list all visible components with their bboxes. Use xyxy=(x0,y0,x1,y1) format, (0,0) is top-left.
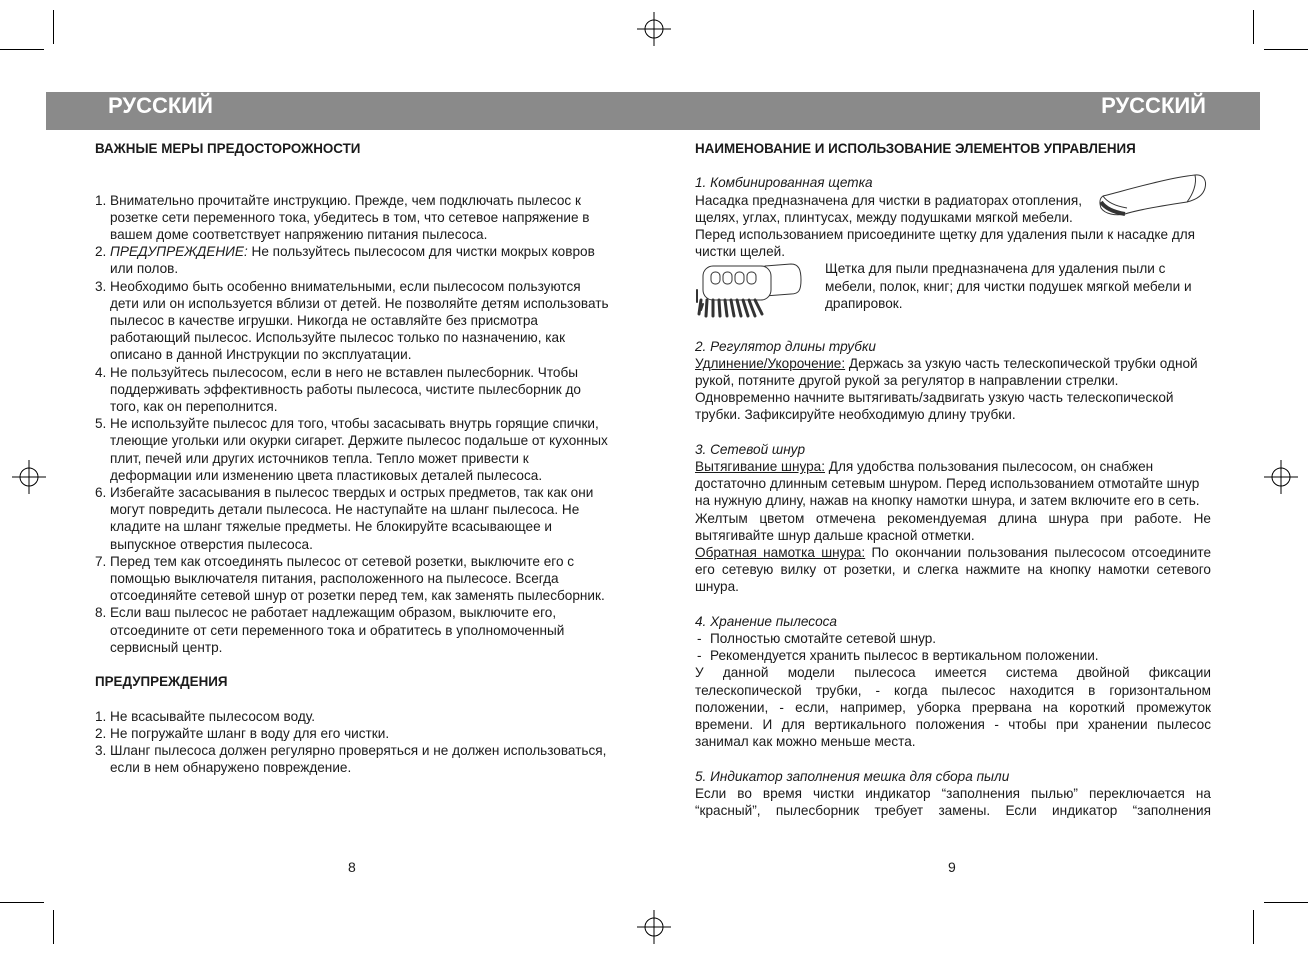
registration-mark-icon xyxy=(1264,460,1298,494)
paragraph: Если во время чистки индикатор “заполнения пылью” переключается на “красный”, пылесборник требует замены. Если индикатор “заполнения xyxy=(695,785,1211,819)
header-title-left: РУССКИЙ xyxy=(108,93,213,118)
paragraph: У данной модели пылесоса имеется система двойной фиксации телескопической трубки, - когда пылесос находится в горизонтальном положении, - если, например, уборка прервана на короткий промежуток времени. И для вертикального положения - чтобы при хранении пылесос занимал как можно меньше места. xyxy=(695,665,1211,750)
list-item: 4. Не пользуйтесь пылесосом, если в него не вставлен пылесборник. Чтобы поддерживать эффективность работы пылесоса, чистите пылесборник до того, как он переполнится. xyxy=(95,364,581,415)
list-item: 1. Не всасывайте пылесосом воду. xyxy=(95,708,316,724)
subsection-title: 2. Регулятор длины трубки xyxy=(695,338,876,354)
crevice-nozzle-section xyxy=(695,174,1211,260)
header-bar xyxy=(46,92,1260,130)
crop-mark xyxy=(53,10,54,44)
header-title-right: РУССКИЙ xyxy=(1101,93,1206,118)
registration-mark-icon xyxy=(637,910,671,944)
crop-mark xyxy=(1264,902,1308,903)
crop-mark xyxy=(0,902,44,903)
registration-mark-icon xyxy=(637,12,671,46)
crop-mark xyxy=(53,910,54,944)
list-item: 6. Избегайте засасывания в пылесос твердых и острых предметов, так как они могут повредить детали пылесоса. Не наступайте на шланг пылесоса. Не кладите на шланг тяжелые предметы. Не блокируйте всасывающее и выпускное отверстия пылесоса. xyxy=(95,485,594,552)
list-item: 5. Не используйте пылесос для того, чтобы засасывать внутрь горящие спички, тлеющие угольки или окурки сигарет. Держите пылесос подальше от кухонных плит, печей или других источников тепла. Тепло может привести к деформации или изменению цвета пластиковых деталей пылесоса. xyxy=(95,416,608,483)
subsection-title: 5. Индикатор заполнения мешка для сбора пыли xyxy=(695,768,1010,784)
paragraph: Щетка для пыли предназначена для удаления пыли с мебели, полок, книг; для чистки подушек мягкой мебели и драпировок. xyxy=(825,261,1192,311)
list-item: - Рекомендуется хранить пылесос в вертикальном положении. xyxy=(697,648,1099,664)
registration-mark-icon xyxy=(12,460,46,494)
subsection-title: 3. Сетевой шнур xyxy=(695,441,806,457)
crevice-nozzle-icon xyxy=(1097,172,1209,218)
paragraph: Перед использованием присоедините щетку для удаления пыли к насадке для чистки щелей. xyxy=(695,227,1196,260)
crop-mark xyxy=(1253,10,1254,44)
list-item: 8. Если ваш пылесос не работает надлежащим образом, выключите его, отсоедините от сети переменного тока и обратитесь в уполномоченный сервисный центр. xyxy=(95,605,565,655)
paragraph: Вытягивание шнура: Для удобства пользования пылесосом, он снабжен достаточно длинным сетевым шнуром. Перед использованием отмотайте шнур на нужную длину, нажав на кнопку намотки шнура, и затем включите его в сеть. xyxy=(695,459,1200,509)
list-item: 2. ПРЕДУПРЕЖДЕНИЕ: Не пользуйтесь пылесосом для чистки мокрых ковров или полов. xyxy=(95,244,595,277)
dust-brush-section xyxy=(695,260,1211,320)
section-heading: НАИМЕНОВАНИЕ И ИСПОЛЬЗОВАНИЕ ЭЛЕМЕНТОВ УПРАВЛЕНИЯ xyxy=(695,141,1136,156)
paragraph: Желтым цветом отмечена рекомендуемая длина шнура при работе. Не вытягивайте шнур дальше красной отметки. xyxy=(695,510,1211,543)
subsection-title: 4. Хранение пылесоса xyxy=(695,613,837,629)
section-heading: ПРЕДУПРЕЖДЕНИЯ xyxy=(95,674,228,690)
paragraph: Обратная намотка шнура: По окончании пользования пылесосом отсоедините его сетевую вилку от розетки, и слегка нажмите на кнопку намотки сетевого шнура. xyxy=(695,545,1211,595)
crop-mark xyxy=(0,49,44,50)
list-item: 3. Необходимо быть особенно внимательными, если пылесосом пользуются дети или он используется вблизи от детей. Не позволяйте детям использовать пылесос в качестве игрушки. Никогда не оставляйте без присмотра работающий пылесос. Используйте пылесос только по назначению, как описано в данной Инструкции по эксплуатации. xyxy=(95,278,609,363)
list-item: 2. Не погружайте шланг в воду для его чистки. xyxy=(95,725,390,741)
list-item: - Полностью смотайте сетевой шнур. xyxy=(697,631,937,647)
page-number: 9 xyxy=(948,859,956,875)
right-column xyxy=(695,140,1211,819)
left-column xyxy=(95,140,613,776)
subsection-title: 1. Комбинированная щетка xyxy=(695,175,873,191)
crop-mark xyxy=(1253,910,1254,944)
list-item: 1. Внимательно прочитайте инструкцию. Прежде, чем подключать пылесос к розетке сети переменного тока, убедитесь в том, что сетевое напряжение в вашем доме соответствует напряжению питания пылесоса. xyxy=(95,192,590,242)
list-item: 7. Перед тем как отсоединять пылесос от сетевой розетки, выключите его с помощью выключателя питания, расположенного на пылесосе. Всегда отсоединяйте сетевой шнур от розетки перед тем, как заменять пылесборник. xyxy=(95,553,605,604)
paragraph: Удлинение/Укорочение: Держась за узкую часть телескопической трубки одной рукой, потяните другой рукой за регулятор в направлении стрелки. Одновременно начните вытягивать/задвигать узкую часть телескопической трубки. Зафиксируйте необходимую длину трубки. xyxy=(695,355,1198,423)
page-number: 8 xyxy=(348,859,356,875)
dust-brush-icon xyxy=(695,260,803,320)
section-heading: ВАЖНЫЕ МЕРЫ ПРЕДОСТОРОЖНОСТИ xyxy=(95,141,361,156)
list-item: 3. Шланг пылесоса должен регулярно проверяться и не должен использоваться, если в нем обнаружено повреждение. xyxy=(95,743,607,776)
crop-mark xyxy=(1264,49,1308,50)
paragraph: Насадка предназначена для чистки в радиаторах отопления, щелях, углах, плинтусах, между подушками мягкой мебели. xyxy=(695,192,1083,225)
